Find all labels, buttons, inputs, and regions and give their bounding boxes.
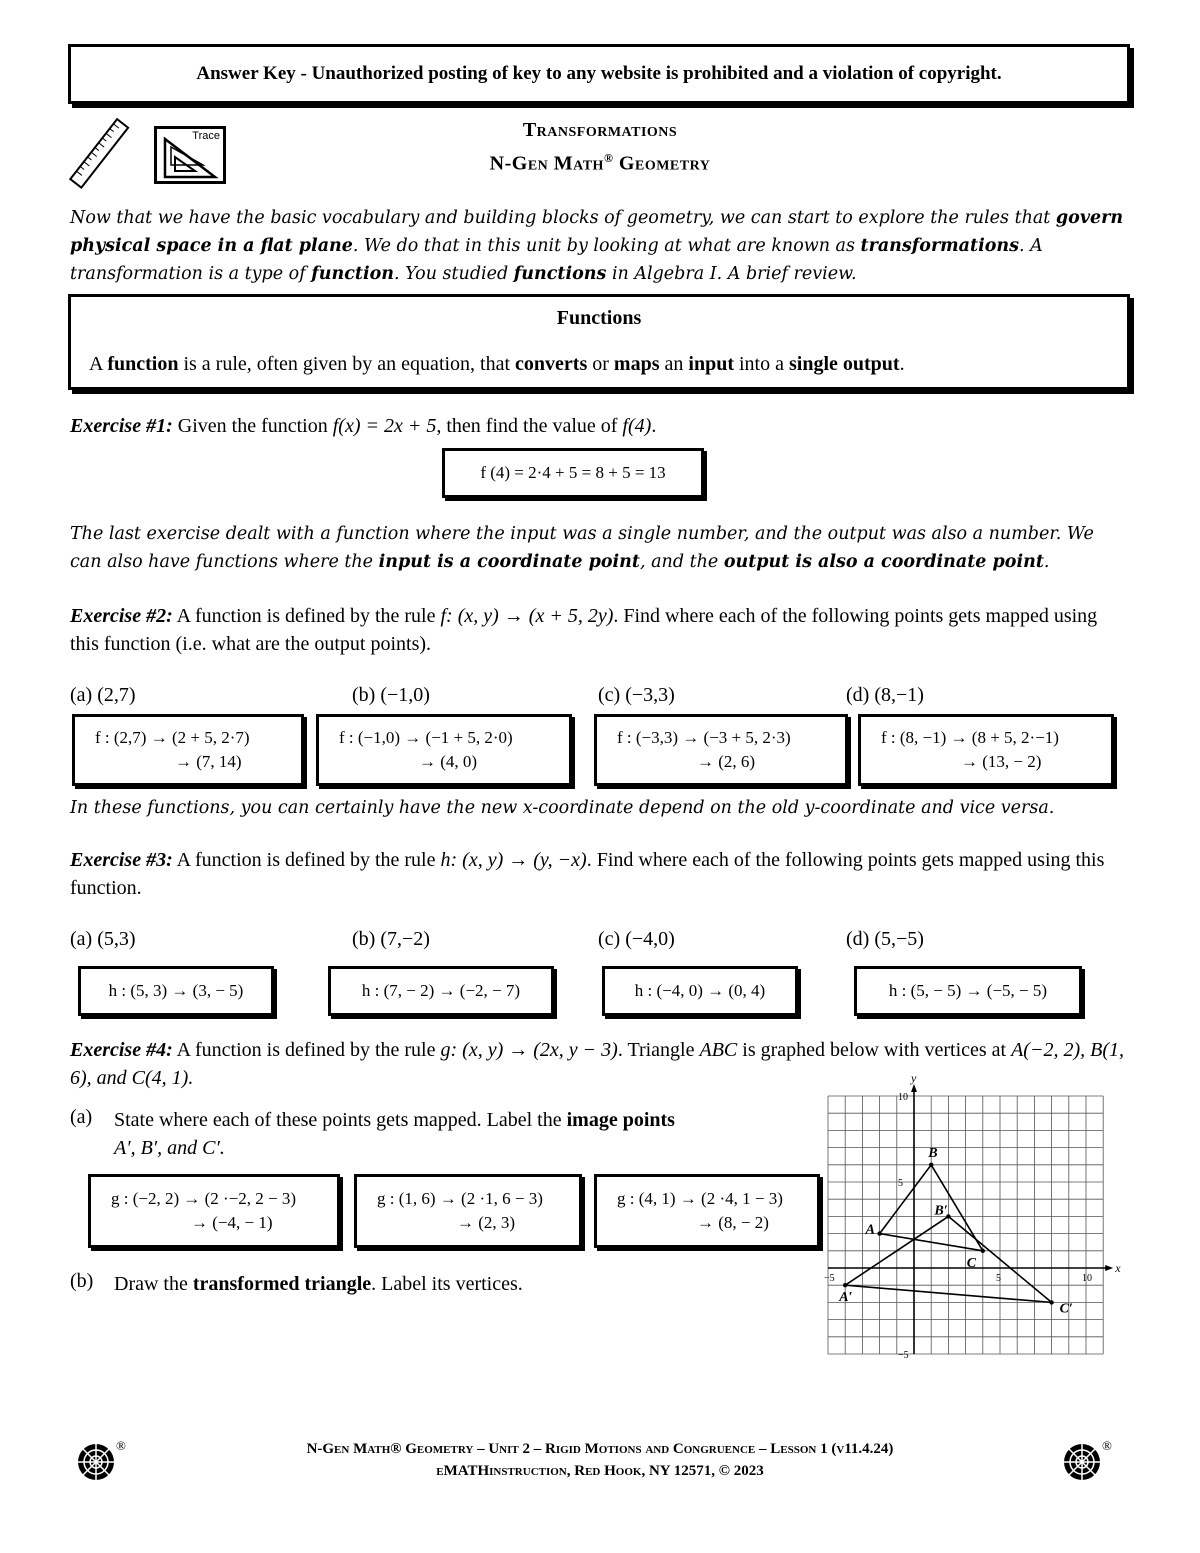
exercise-4-label: Exercise #4: [70, 1039, 173, 1061]
exercise-4-prompt: Exercise #4: A function is defined by the rule g: (x, y) → (2x, y − 3). Triangle ABC is graphed below with vertices at A(−2, 2), B(1, 6), and C(4, 1). [70, 1039, 1125, 1089]
vertex-label: C [966, 1255, 977, 1271]
trace-label: Trace [192, 130, 220, 142]
exercise-3-answer-b: h : (7, − 2) → (−2, − 7) [328, 966, 554, 1016]
exercise-3-answer-c: h : (−4, 0) → (0, 4) [602, 966, 798, 1016]
vertex-label: A′ [839, 1290, 853, 1306]
y-axis-label: y [911, 1071, 917, 1085]
exercise-2-answer-a: f : (2,7) → (2 + 5, 2·7) → (7, 14) [72, 714, 304, 786]
exercise-4-answer-c: g : (4, 1) → (2 ·4, 1 − 3) → (8, − 2) [594, 1174, 820, 1248]
y-tick-label: 10 [898, 1092, 908, 1103]
x-tick-label: 10 [1082, 1273, 1092, 1284]
vertex-point [981, 1249, 985, 1253]
vertex-label: B [928, 1145, 938, 1161]
page-title [300, 116, 900, 178]
exercise-2-answer-c: f : (−3,3) → (−3 + 5, 2·3) → (2, 6) [594, 714, 848, 786]
exercise-1-answer [442, 448, 704, 498]
vertex-point [877, 1231, 881, 1235]
exercise-2-part-a-label: (a) (2,7) [70, 684, 136, 706]
intro-bold-1: govern physical space in a flat plane [70, 208, 1124, 256]
emath-logo-left [72, 1438, 130, 1486]
copyright-banner [68, 44, 1130, 104]
exercise-2-part-d-label: (d) (8,−1) [846, 684, 924, 706]
trace-icon [154, 126, 226, 184]
x-tick-label: 5 [996, 1273, 1001, 1284]
exercise-2-part-b-label: (b) (−1,0) [352, 684, 430, 706]
page-footer [200, 1438, 1000, 1482]
ruler-icon [68, 116, 132, 192]
exercise-4-part-a-label: (a) [70, 1106, 93, 1128]
exercise-3-part-a-label: (a) (5,3) [70, 928, 136, 950]
y-tick-label: −5 [898, 1350, 909, 1361]
exercise-3-answer-d: h : (5, − 5) → (−5, − 5) [854, 966, 1082, 1016]
functions-definition-box [68, 294, 1130, 390]
exercise-4-part-b-label: (b) [70, 1270, 94, 1292]
exercise-2-prompt: Exercise #2: A function is defined by the rule f: (x, y) → (x + 5, 2y). Find where each of the following points gets mapped using this function (i.e. what are the output points). [70, 605, 1098, 655]
x-axis-arrow [1105, 1265, 1113, 1271]
banner-text: - Unauthorized posting of key to any website is prohibited and a violation of copyright. [295, 63, 1002, 84]
title-reg: ® [603, 151, 614, 165]
coordinate-grid-graph [816, 1071, 1121, 1386]
note-x-y-dependence: In these functions, you can certainly have the new x-coordinate depend on the old y-coordinate and vice versa. [70, 798, 1055, 818]
x-axis-label: x [1115, 1261, 1121, 1275]
exercise-4-answer-a: g : (−2, 2) → (2 ·−2, 2 − 3) → (−4, − 1) [88, 1174, 340, 1248]
exercise-3-prompt: Exercise #3: A function is defined by the rule h: (x, y) → (y, −x). Find where each of the following points gets mapped using this function. [70, 849, 1105, 899]
intro-text-1: Now that we have the basic vocabulary and building blocks of geometry, we can start to explore the rules that [70, 208, 1056, 228]
y-tick-label: 5 [898, 1178, 903, 1189]
logo-right-reg: ® [1102, 1438, 1112, 1453]
vertex-point [843, 1283, 847, 1287]
intro-bold-2: transformations [860, 236, 1020, 256]
exercise-2-answer-b: f : (−1,0) → (−1 + 5, 2·0) → (4, 0) [316, 714, 572, 786]
exercise-3-answer-a: h : (5, 3) → (3, − 5) [78, 966, 274, 1016]
intro-bold-3: function [311, 264, 395, 284]
intro-text-5: in Algebra I. A brief review. [606, 264, 857, 284]
exercise-4-part-a-text: State where each of these points gets mapped. Label the image points A′, B′, and C′. [114, 1109, 675, 1159]
intro-bold-4: functions [513, 264, 607, 284]
intro-text-2: . We do that in this unit by looking at what are known as [352, 236, 861, 256]
exercise-3-part-b-label: (b) (7,−2) [352, 928, 430, 950]
exercise-1-answer-text: f (4) = 2·4 + 5 = 8 + 5 = 13 [480, 463, 666, 482]
title-line2a: N-Gen Math [489, 152, 604, 175]
intro-text-3: . A transformation is a type of [70, 236, 1043, 284]
vertex-label: A [865, 1222, 875, 1238]
exercise-2-label: Exercise #2: [70, 605, 173, 627]
footer-line2: eMATHinstruction, Red Hook, NY 12571, © 2023 [436, 1463, 764, 1479]
exercise-2-part-c-label: (c) (−3,3) [598, 684, 675, 706]
intro-paragraph [70, 204, 1130, 288]
x-tick-label: −5 [824, 1273, 835, 1284]
logo-left-reg: ® [116, 1438, 126, 1453]
exercise-3-part-c-label: (c) (−4,0) [598, 928, 675, 950]
title-line2b: Geometry [613, 152, 711, 175]
vertex-label: C′ [1059, 1301, 1073, 1317]
functions-title: Functions [556, 307, 642, 329]
intro-text-4: . You studied [394, 264, 514, 284]
exercise-1-prompt: Exercise #1: Given the function f(x) = 2x + 5, then find the value of f(4). [70, 415, 657, 437]
vertex-point [929, 1163, 933, 1167]
exercise-1-label: Exercise #1: [70, 415, 173, 437]
emath-logo-right [1058, 1438, 1118, 1486]
title-line1: Transformations [522, 119, 678, 141]
vertex-point [1049, 1300, 1053, 1304]
footer-line1: N-Gen Math® Geometry – Unit 2 – Rigid Motions and Congruence – Lesson 1 (v11.4.24) [306, 1441, 894, 1457]
note-coordinate-functions: The last exercise dealt with a function where the input was a single number, and the output was also a number. We can also have functions where the input is a coordinate point, and the output is also a coordinate point. [70, 524, 1094, 572]
exercise-4-answer-b: g : (1, 6) → (2 ·1, 6 − 3) → (2, 3) [354, 1174, 582, 1248]
exercise-2-answer-d: f : (8, −1) → (8 + 5, 2·−1) → (13, − 2) [858, 714, 1114, 786]
exercise-3-part-d-label: (d) (5,−5) [846, 928, 924, 950]
functions-definition: A function is a rule, often given by an equation, that converts or maps an input into a single output. [89, 353, 905, 375]
exercise-4-part-b-text: Draw the transformed triangle. Label its vertices. [114, 1273, 523, 1295]
y-axis-arrow [911, 1084, 917, 1092]
vertex-label: B′ [934, 1203, 948, 1219]
exercise-3-label: Exercise #3: [70, 849, 173, 871]
banner-bold: Answer Key [196, 63, 296, 84]
